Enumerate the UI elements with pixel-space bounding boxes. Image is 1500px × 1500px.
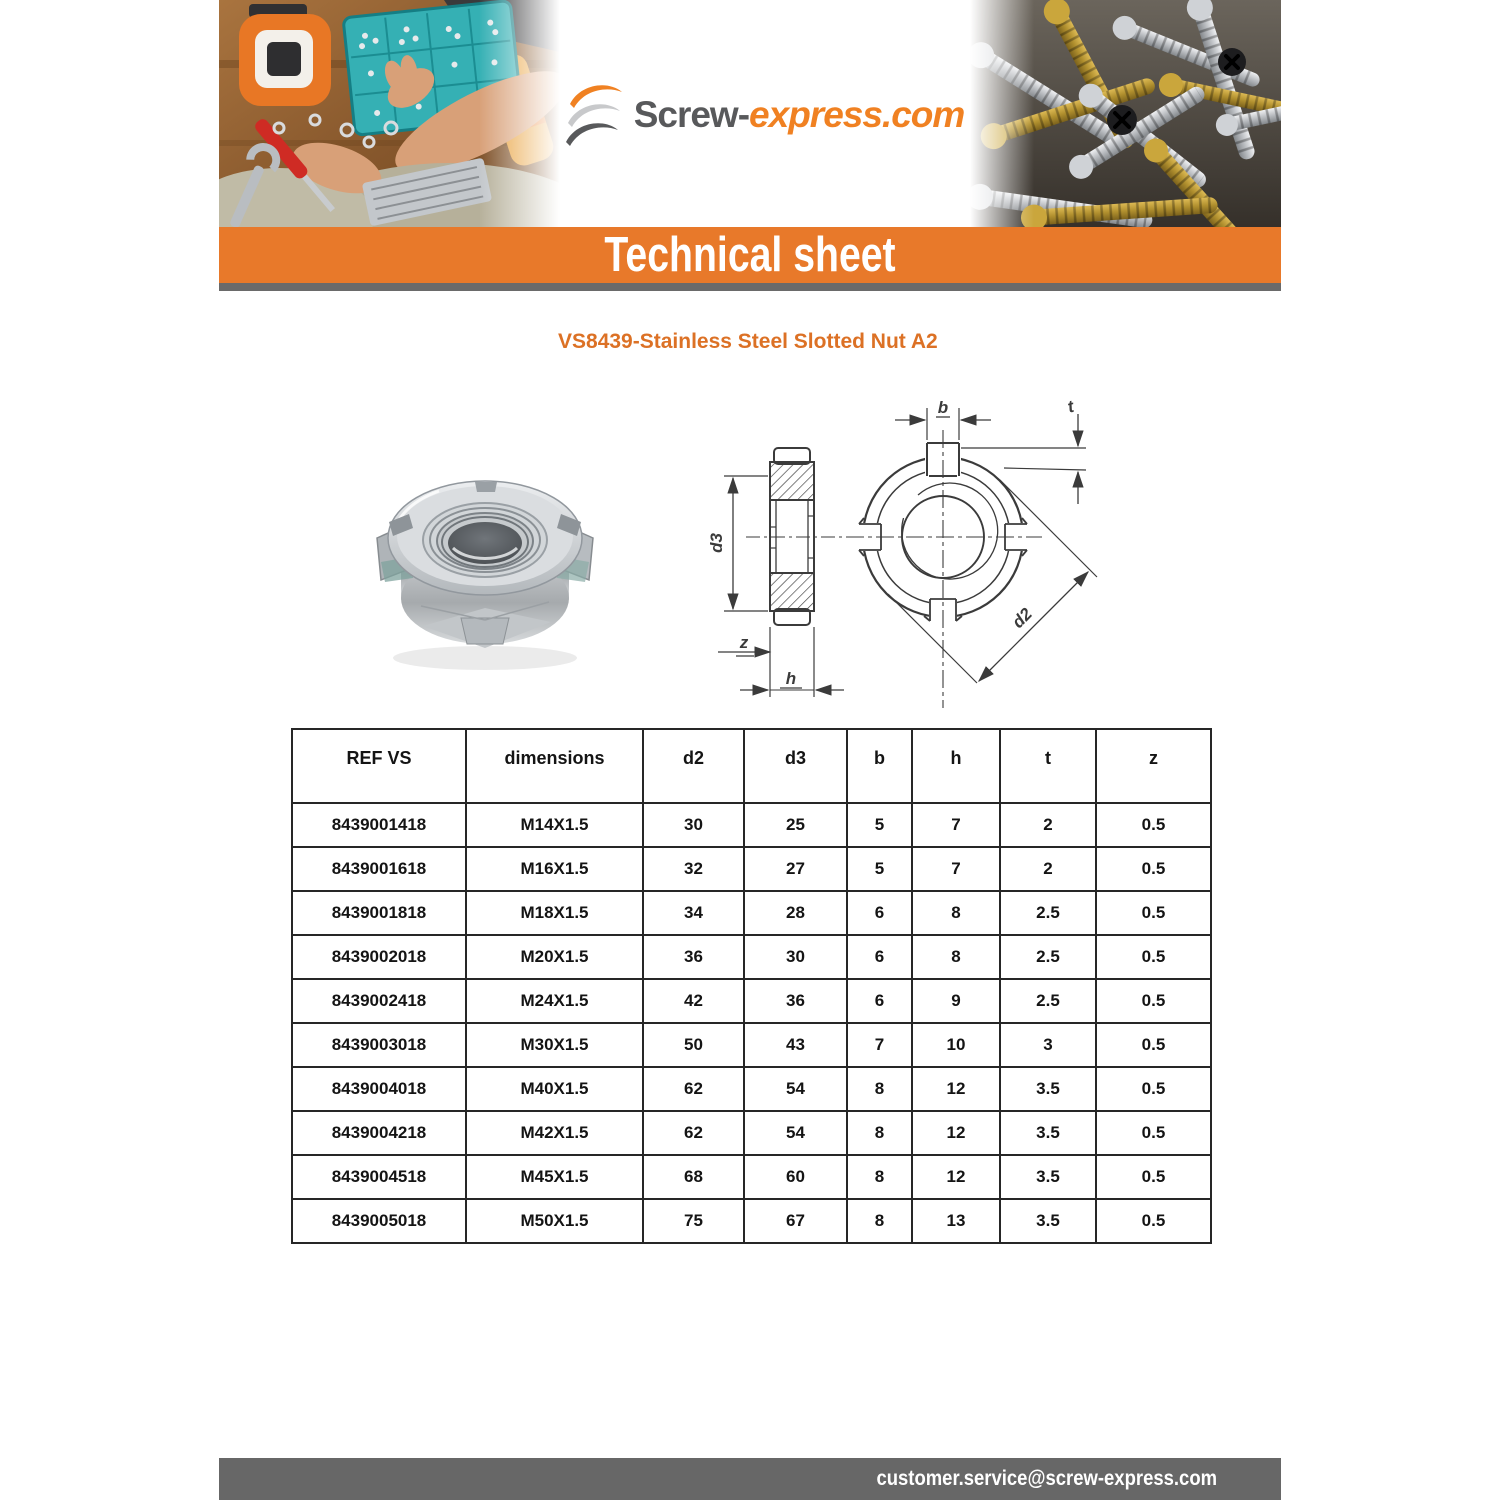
table-cell: 0.5 (1096, 1155, 1211, 1199)
dim-label-b: b (937, 398, 949, 417)
table-row (292, 1111, 1211, 1155)
table-cell: 2.5 (1000, 935, 1096, 979)
technical-drawing (690, 388, 1110, 730)
table-cell: 5 (847, 847, 912, 891)
table-header-row (292, 729, 1211, 803)
table-cell: 12 (912, 1067, 1000, 1111)
table-cell: 3.5 (1000, 1199, 1096, 1243)
footer-bar (219, 1458, 1281, 1500)
table-cell: 8439004518 (292, 1155, 466, 1199)
table-cell: 8439004218 (292, 1111, 466, 1155)
table-cell: 2.5 (1000, 979, 1096, 1023)
table-cell: M16X1.5 (466, 847, 643, 891)
column-header: b (847, 729, 912, 803)
column-header: d3 (744, 729, 847, 803)
table-cell: 2 (1000, 847, 1096, 891)
table-cell: 6 (847, 935, 912, 979)
table-row (292, 1023, 1211, 1067)
column-header: REF VS (292, 729, 466, 803)
screws-pile-art (970, 0, 1281, 227)
table-cell: 8439001418 (292, 803, 466, 847)
table-cell: 62 (643, 1067, 744, 1111)
dim-label-d2: d2 (1008, 604, 1036, 632)
table-cell: 54 (744, 1067, 847, 1111)
table-cell: 32 (643, 847, 744, 891)
banner-divider (219, 283, 1281, 291)
table-cell: 30 (643, 803, 744, 847)
product-photo (369, 458, 601, 674)
table-cell: 13 (912, 1199, 1000, 1243)
dim-label-d3: d3 (707, 533, 726, 553)
table-cell: M42X1.5 (466, 1111, 643, 1155)
table-cell: 8 (912, 935, 1000, 979)
table-cell: 3.5 (1000, 1067, 1096, 1111)
brand-name-secondary: express.com (749, 94, 965, 135)
table-cell: 9 (912, 979, 1000, 1023)
dim-label-t: t (1065, 396, 1076, 417)
table-cell: M24X1.5 (466, 979, 643, 1023)
table-cell: 8439002418 (292, 979, 466, 1023)
table-cell: 50 (643, 1023, 744, 1067)
workbench-photo (219, 0, 560, 227)
table-cell: 8439003018 (292, 1023, 466, 1067)
column-header: dimensions (466, 729, 643, 803)
table-cell: 0.5 (1096, 847, 1211, 891)
spec-table (291, 728, 1212, 1244)
table-cell: 8439005018 (292, 1199, 466, 1243)
table-cell: 25 (744, 803, 847, 847)
table-cell: 6 (847, 979, 912, 1023)
table-cell: 8439004018 (292, 1067, 466, 1111)
column-header: h (912, 729, 1000, 803)
table-cell: 12 (912, 1111, 1000, 1155)
table-cell: 75 (643, 1199, 744, 1243)
table-cell: 42 (643, 979, 744, 1023)
brand-logo (566, 82, 965, 148)
workbench-photo-art (219, 0, 560, 227)
table-cell: 0.5 (1096, 1023, 1211, 1067)
table-cell: 7 (912, 803, 1000, 847)
technical-sheet-banner (219, 227, 1281, 283)
table-cell: 8439001818 (292, 891, 466, 935)
table-cell: 68 (643, 1155, 744, 1199)
brand-wordmark (634, 94, 965, 136)
table-cell: 27 (744, 847, 847, 891)
table-cell: 62 (643, 1111, 744, 1155)
table-cell: 3.5 (1000, 1155, 1096, 1199)
table-cell: 0.5 (1096, 1067, 1211, 1111)
section-view-drawing (718, 448, 846, 697)
table-cell: 43 (744, 1023, 847, 1067)
table-cell: 60 (744, 1155, 847, 1199)
table-row (292, 1067, 1211, 1111)
table-cell: 2 (1000, 803, 1096, 847)
table-cell: 10 (912, 1023, 1000, 1067)
table-cell: M45X1.5 (466, 1155, 643, 1199)
footer-email: customer.service@screw-express.com (876, 1467, 1217, 1490)
table-cell: 8439001618 (292, 847, 466, 891)
dim-label-z: z (739, 633, 749, 652)
table-cell: 0.5 (1096, 1199, 1211, 1243)
table-cell: 8 (847, 1067, 912, 1111)
spec-table-body (292, 803, 1211, 1243)
table-cell: M40X1.5 (466, 1067, 643, 1111)
table-cell: 7 (912, 847, 1000, 891)
table-cell: 0.5 (1096, 935, 1211, 979)
table-cell: 30 (744, 935, 847, 979)
table-cell: M18X1.5 (466, 891, 643, 935)
table-cell: 54 (744, 1111, 847, 1155)
table-cell: 34 (643, 891, 744, 935)
table-cell: 0.5 (1096, 1111, 1211, 1155)
table-cell: 7 (847, 1023, 912, 1067)
table-cell: 3 (1000, 1023, 1096, 1067)
table-cell: M50X1.5 (466, 1199, 643, 1243)
brand-name-primary: Screw- (633, 94, 750, 135)
table-cell: 2.5 (1000, 891, 1096, 935)
spec-table-head (292, 729, 1211, 803)
table-row (292, 803, 1211, 847)
screws-pile-photo (970, 0, 1281, 227)
table-row (292, 891, 1211, 935)
table-cell: 8439002018 (292, 935, 466, 979)
document-title: VS8439-Stainless Steel Slotted Nut A2 (558, 330, 938, 353)
table-cell: 8 (912, 891, 1000, 935)
column-header: t (1000, 729, 1096, 803)
table-row (292, 1155, 1211, 1199)
header-logo-area (560, 0, 970, 227)
front-view-drawing (846, 408, 1097, 708)
header (219, 0, 1281, 227)
table-cell: M14X1.5 (466, 803, 643, 847)
table-cell: 0.5 (1096, 891, 1211, 935)
column-header: d2 (643, 729, 744, 803)
table-cell: 36 (744, 979, 847, 1023)
dim-label-h: h (785, 669, 797, 688)
banner-title: Technical sheet (604, 228, 896, 282)
table-cell: 36 (643, 935, 744, 979)
table-row (292, 847, 1211, 891)
table-cell: 8 (847, 1199, 912, 1243)
table-row (292, 979, 1211, 1023)
table-cell: 6 (847, 891, 912, 935)
column-header: z (1096, 729, 1211, 803)
content-column (219, 0, 1281, 1500)
table-cell: 0.5 (1096, 979, 1211, 1023)
table-cell: M30X1.5 (466, 1023, 643, 1067)
table-cell: 12 (912, 1155, 1000, 1199)
table-cell: 28 (744, 891, 847, 935)
table-cell: 5 (847, 803, 912, 847)
table-cell: 67 (744, 1199, 847, 1243)
table-cell: 3.5 (1000, 1111, 1096, 1155)
table-cell: M20X1.5 (466, 935, 643, 979)
swoosh-icon (566, 82, 628, 148)
table-row (292, 935, 1211, 979)
table-row (292, 1199, 1211, 1243)
table-cell: 8 (847, 1111, 912, 1155)
table-cell: 8 (847, 1155, 912, 1199)
table-cell: 0.5 (1096, 803, 1211, 847)
